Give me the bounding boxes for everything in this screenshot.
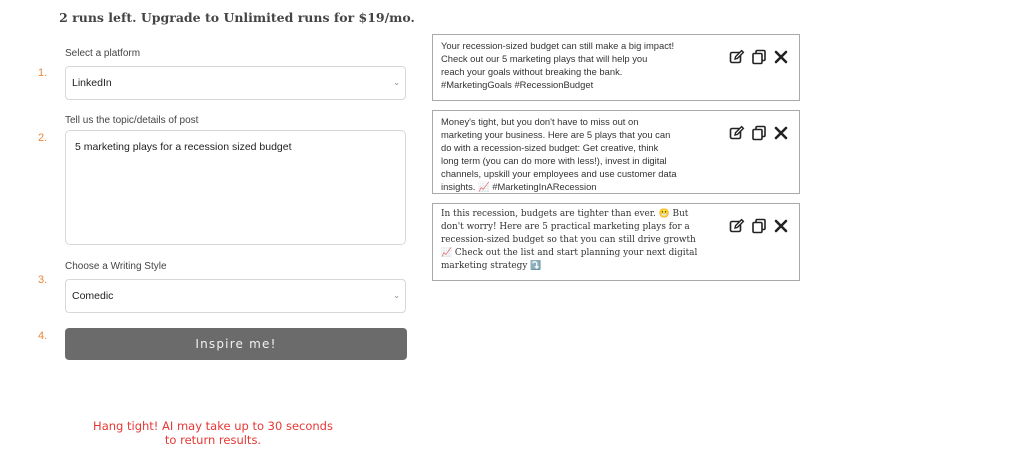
result-actions (729, 49, 789, 65)
result-line: don't worry! Here are 5 practical marketing plays for a (441, 222, 690, 233)
result-line: marketing strategy ⤵️ (441, 261, 542, 272)
result-line: Money's tight, but you don't have to miss out on (441, 116, 639, 127)
result-line: In this recession, budgets are tighter than ever. 😬 But (441, 209, 689, 219)
copy-icon[interactable] (751, 49, 767, 65)
result-card (432, 110, 800, 194)
result-line: Your recession-sized budget can still make a big impact! (441, 40, 675, 51)
writing-style-select[interactable] (65, 279, 406, 313)
platform-select[interactable] (65, 66, 406, 100)
result-text (441, 208, 721, 273)
wait-note-line-2: to return results. (164, 433, 262, 447)
result-text (441, 115, 721, 194)
result-line: marketing your business. Here are 5 plays that you can (441, 129, 671, 141)
wait-note-line-1: Hang tight! AI may take up to 30 seconds (93, 419, 333, 433)
runs-left-banner: 2 runs left. Upgrade to Unlimited runs for $19/mo. (59, 10, 415, 25)
chevron-down-icon: ⌄ (393, 291, 400, 300)
step-number-1: 1. (38, 67, 48, 79)
result-line: #MarketingGoals #RecessionBudget (441, 79, 594, 91)
close-icon[interactable] (773, 125, 789, 141)
topic-text: 5 marketing plays for a recession sized budget (75, 141, 292, 153)
copy-icon[interactable] (751, 218, 767, 234)
topic-label: Tell us the topic/details of post (65, 115, 199, 126)
step-number-3: 3. (38, 274, 48, 286)
result-actions (729, 218, 789, 234)
edit-icon[interactable] (729, 49, 745, 65)
step-number-4: 4. (38, 330, 48, 342)
result-line: reach your goals without breaking the bank. (441, 66, 623, 78)
result-line: 📈 Check out the list and start planning your next digital (441, 248, 698, 259)
result-line: Check out our 5 marketing plays that will help you (441, 53, 648, 65)
wait-note (80, 419, 346, 447)
close-icon[interactable] (773, 49, 789, 65)
copy-icon[interactable] (751, 125, 767, 141)
result-line: insights. 📈 #MarketingInARecession (441, 181, 597, 193)
result-card (432, 34, 800, 101)
result-line: recession-sized budget so that you can still drive growth (441, 235, 696, 246)
close-icon[interactable] (773, 218, 789, 234)
edit-icon[interactable] (729, 218, 745, 234)
result-card (432, 203, 800, 281)
result-text (441, 39, 721, 91)
result-line: long term (you can do more with less!), invest in digital (441, 155, 667, 167)
edit-icon[interactable] (729, 125, 745, 141)
step-number-2: 2. (38, 132, 48, 144)
result-actions (729, 125, 789, 141)
platform-label: Select a platform (65, 48, 141, 59)
chevron-down-icon: ⌄ (393, 78, 400, 87)
writing-style-label: Choose a Writing Style (65, 261, 167, 272)
result-line: channels, upskill your employees and use customer data (441, 168, 677, 180)
topic-textarea[interactable] (65, 130, 406, 245)
platform-select-value: LinkedIn (72, 77, 112, 89)
inspire-me-button[interactable]: Inspire me! (65, 328, 407, 360)
result-line: do with a recession-sized budget: Get creative, think (441, 142, 659, 154)
writing-style-value: Comedic (72, 290, 114, 302)
